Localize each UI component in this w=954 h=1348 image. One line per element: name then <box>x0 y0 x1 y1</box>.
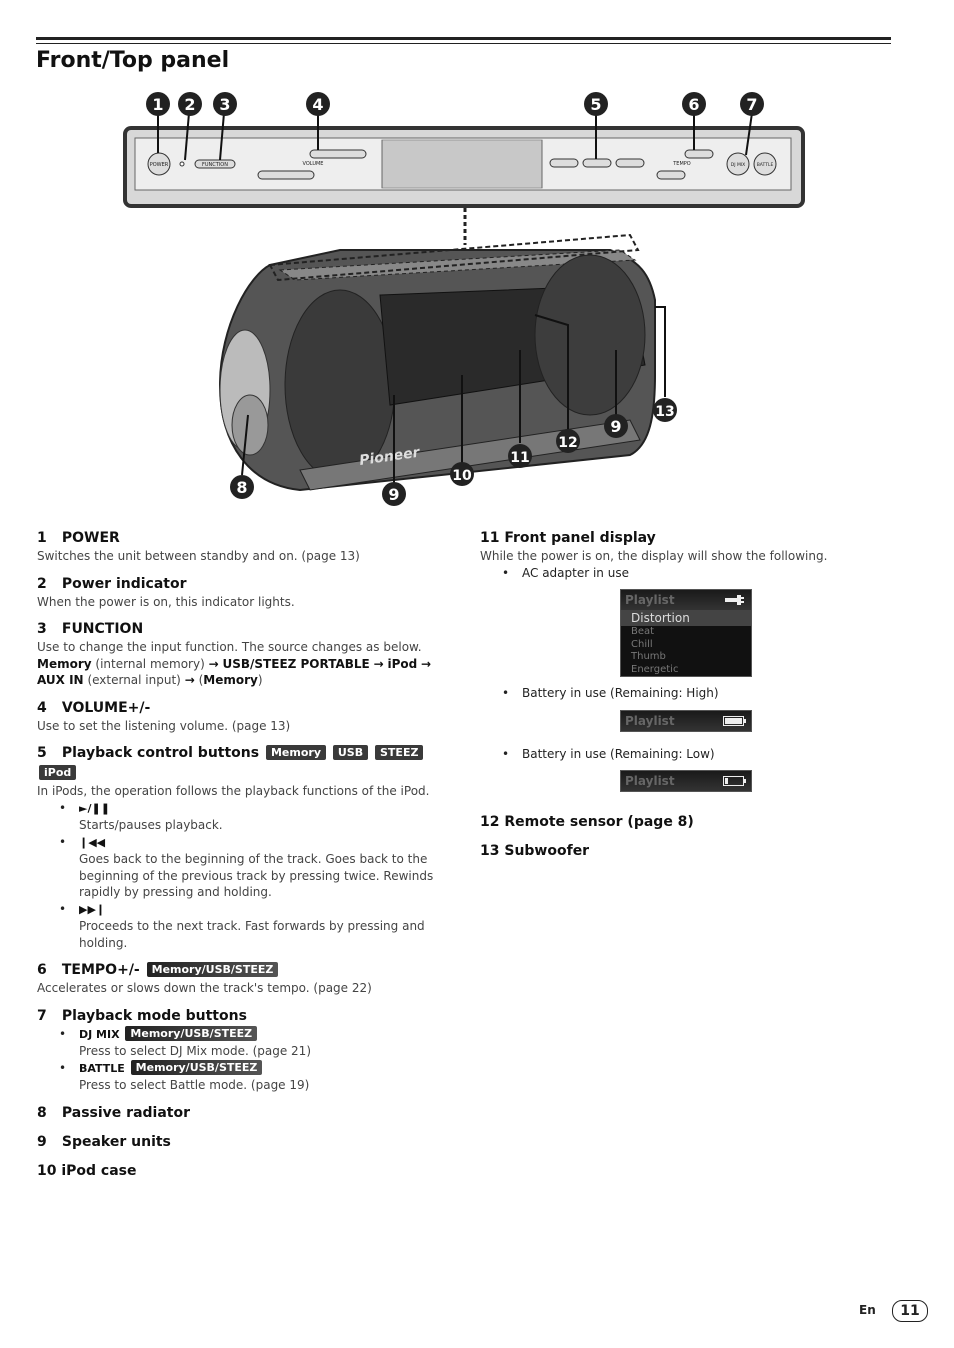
callout-7: 7 <box>746 95 758 114</box>
case-ac-adapter: • AC adapter in use <box>502 565 629 580</box>
bullet-dj-mix: • DJ MIX Memory/USB/STEEZ <box>37 1026 452 1044</box>
callout-8: 8 <box>236 478 248 497</box>
footer-language: En <box>859 1303 876 1317</box>
item-title: VOLUME+/- <box>61 699 151 716</box>
callout-5: 5 <box>590 95 602 114</box>
item-title: TEMPO+/- <box>61 962 140 978</box>
item-title: Speaker units <box>61 1133 171 1150</box>
battery-low-icon <box>723 776 747 786</box>
item-passive-radiator <box>37 1103 452 1123</box>
bullet-play-pause: • ►/❚❚ <box>59 800 110 815</box>
display-ac-adapter <box>620 589 752 677</box>
bullet-text: Proceeds to the next track. Fast forwards by pressing and holding. <box>79 919 425 950</box>
header-rule-thick <box>36 37 891 40</box>
header-rule-thin <box>36 43 891 44</box>
item-number: 5 <box>37 745 47 761</box>
item-title: 11 Front panel display <box>480 530 656 546</box>
item-title: FUNCTION <box>61 621 144 637</box>
volume-minus-button <box>258 171 314 179</box>
item-tempo <box>37 960 452 997</box>
callout-11: 11 <box>510 450 530 466</box>
display-row: Thumb <box>631 651 666 662</box>
item-desc: Use to change the input function. The source changes as below. <box>37 640 422 654</box>
item-remote-sensor <box>480 812 880 832</box>
item-playback-mode <box>37 1006 452 1094</box>
right-column <box>480 528 880 861</box>
item-title: POWER <box>61 530 120 546</box>
callout-12: 12 <box>558 435 578 451</box>
play-button <box>583 159 611 167</box>
item-title: 10 iPod case <box>37 1162 137 1179</box>
page-number: 11 <box>892 1300 928 1322</box>
power-label: POWER <box>149 162 169 168</box>
item-desc: Switches the unit between standby and on. (page 13) <box>37 549 360 563</box>
item-playback-controls <box>37 743 452 951</box>
item-number: 4 <box>37 699 47 716</box>
left-column <box>37 528 452 1181</box>
bullet-text: Goes back to the beginning of the track. Goes back to the beginning of the previous track by pressing twice. Rewinds rapidly by pressing and holding. <box>79 852 434 899</box>
display-header: Playlist <box>625 774 675 788</box>
case-battery-low: • Battery in use (Remaining: Low) <box>502 746 715 761</box>
display-header: Playlist <box>625 593 675 607</box>
callout-4: 4 <box>312 95 324 114</box>
battery-full-icon <box>723 716 747 726</box>
item-number: 1 <box>37 530 47 546</box>
bullet-text: Press to select Battle mode. (page 19) <box>79 1078 310 1092</box>
item-number: 3 <box>37 621 47 637</box>
brand-logo: Pioneer <box>358 444 421 469</box>
function-label: FUNCTION <box>202 162 228 168</box>
item-desc: When the power is on, this indicator lights. <box>37 594 295 609</box>
badge-ipod: iPod <box>39 765 76 780</box>
item-title: 12 Remote sensor (page 8) <box>480 814 694 830</box>
callout-1: 1 <box>152 95 164 114</box>
item-title: Passive radiator <box>61 1104 191 1121</box>
display-row: Beat <box>631 626 655 637</box>
callout-10: 10 <box>452 468 472 484</box>
item-function <box>37 619 452 689</box>
case-battery-high: • Battery in use (Remaining: High) <box>502 686 719 700</box>
prev-button <box>550 159 578 167</box>
item-title: 13 Subwoofer <box>480 843 590 859</box>
bullet-next: • ▶▶❙ <box>59 901 106 916</box>
tempo-plus-button <box>685 150 713 158</box>
battle-label: BATTLE <box>756 163 774 168</box>
badge-memory: Memory <box>266 745 326 760</box>
display-header: Playlist <box>625 713 675 728</box>
item-number: 2 <box>37 575 47 592</box>
plug-icon <box>725 595 745 605</box>
item-number: 7 <box>37 1007 47 1024</box>
item-desc: In iPods, the operation follows the playback functions of the iPod. <box>37 784 430 798</box>
callout-9a: 9 <box>388 485 400 504</box>
item-title: Playback control buttons <box>61 745 260 761</box>
volume-plus-button <box>310 150 366 158</box>
badge-memory-usb-steez: Memory/USB/STEEZ <box>147 962 279 977</box>
display-battery-high <box>620 710 752 732</box>
bullet-battle: • BATTLE Memory/USB/STEEZ <box>37 1060 452 1078</box>
item-ipod-case <box>37 1161 452 1181</box>
badge-usb: USB <box>333 745 368 760</box>
callout-3: 3 <box>219 95 231 114</box>
item-title: Playback mode buttons <box>61 1007 247 1024</box>
item-number: 9 <box>37 1133 47 1150</box>
page-title: Front/Top panel <box>36 48 230 73</box>
bullet-previous: • ❙◀◀ <box>59 834 106 849</box>
item-power <box>37 528 452 565</box>
badge-steez: STEEZ <box>375 745 423 760</box>
callout-9b: 9 <box>610 417 622 436</box>
bullet-text: Press to select DJ Mix mode. (page 21) <box>79 1044 312 1058</box>
display-row: Energetic <box>631 663 679 675</box>
callout-2: 2 <box>184 95 196 114</box>
power-indicator <box>180 162 184 166</box>
next-button <box>616 159 644 167</box>
tempo-minus-button <box>657 171 685 179</box>
item-speaker-units <box>37 1132 452 1152</box>
item-number: 6 <box>37 962 47 978</box>
callout-13: 13 <box>655 404 675 420</box>
item-power-indicator <box>37 574 452 611</box>
tempo-label: TEMPO <box>673 161 691 167</box>
item-front-panel-display <box>480 528 880 792</box>
item-number: 8 <box>37 1104 47 1121</box>
item-desc: Use to set the listening volume. (page 13) <box>37 718 291 733</box>
item-desc: While the power is on, the display will show the following. <box>480 549 828 563</box>
display-row: Chill <box>631 638 653 650</box>
dj-mix-label: DJ MIX <box>730 163 746 168</box>
volume-label: VOLUME <box>302 161 324 167</box>
device-illustration <box>110 85 820 520</box>
item-subwoofer <box>480 841 880 861</box>
item-volume <box>37 698 452 735</box>
function-sequence: Memory (internal memory) → USB/STEEZ PORTABLE → iPod → AUX IN (external input) → (Memory) <box>37 656 432 687</box>
item-desc: Accelerates or slows down the track's tempo. (page 22) <box>37 981 372 995</box>
display-battery-low <box>620 770 752 792</box>
bullet-text: Starts/pauses playback. <box>79 818 223 832</box>
display-selected: Distortion <box>621 610 751 626</box>
item-title: Power indicator <box>61 575 187 592</box>
callout-6: 6 <box>688 95 700 114</box>
